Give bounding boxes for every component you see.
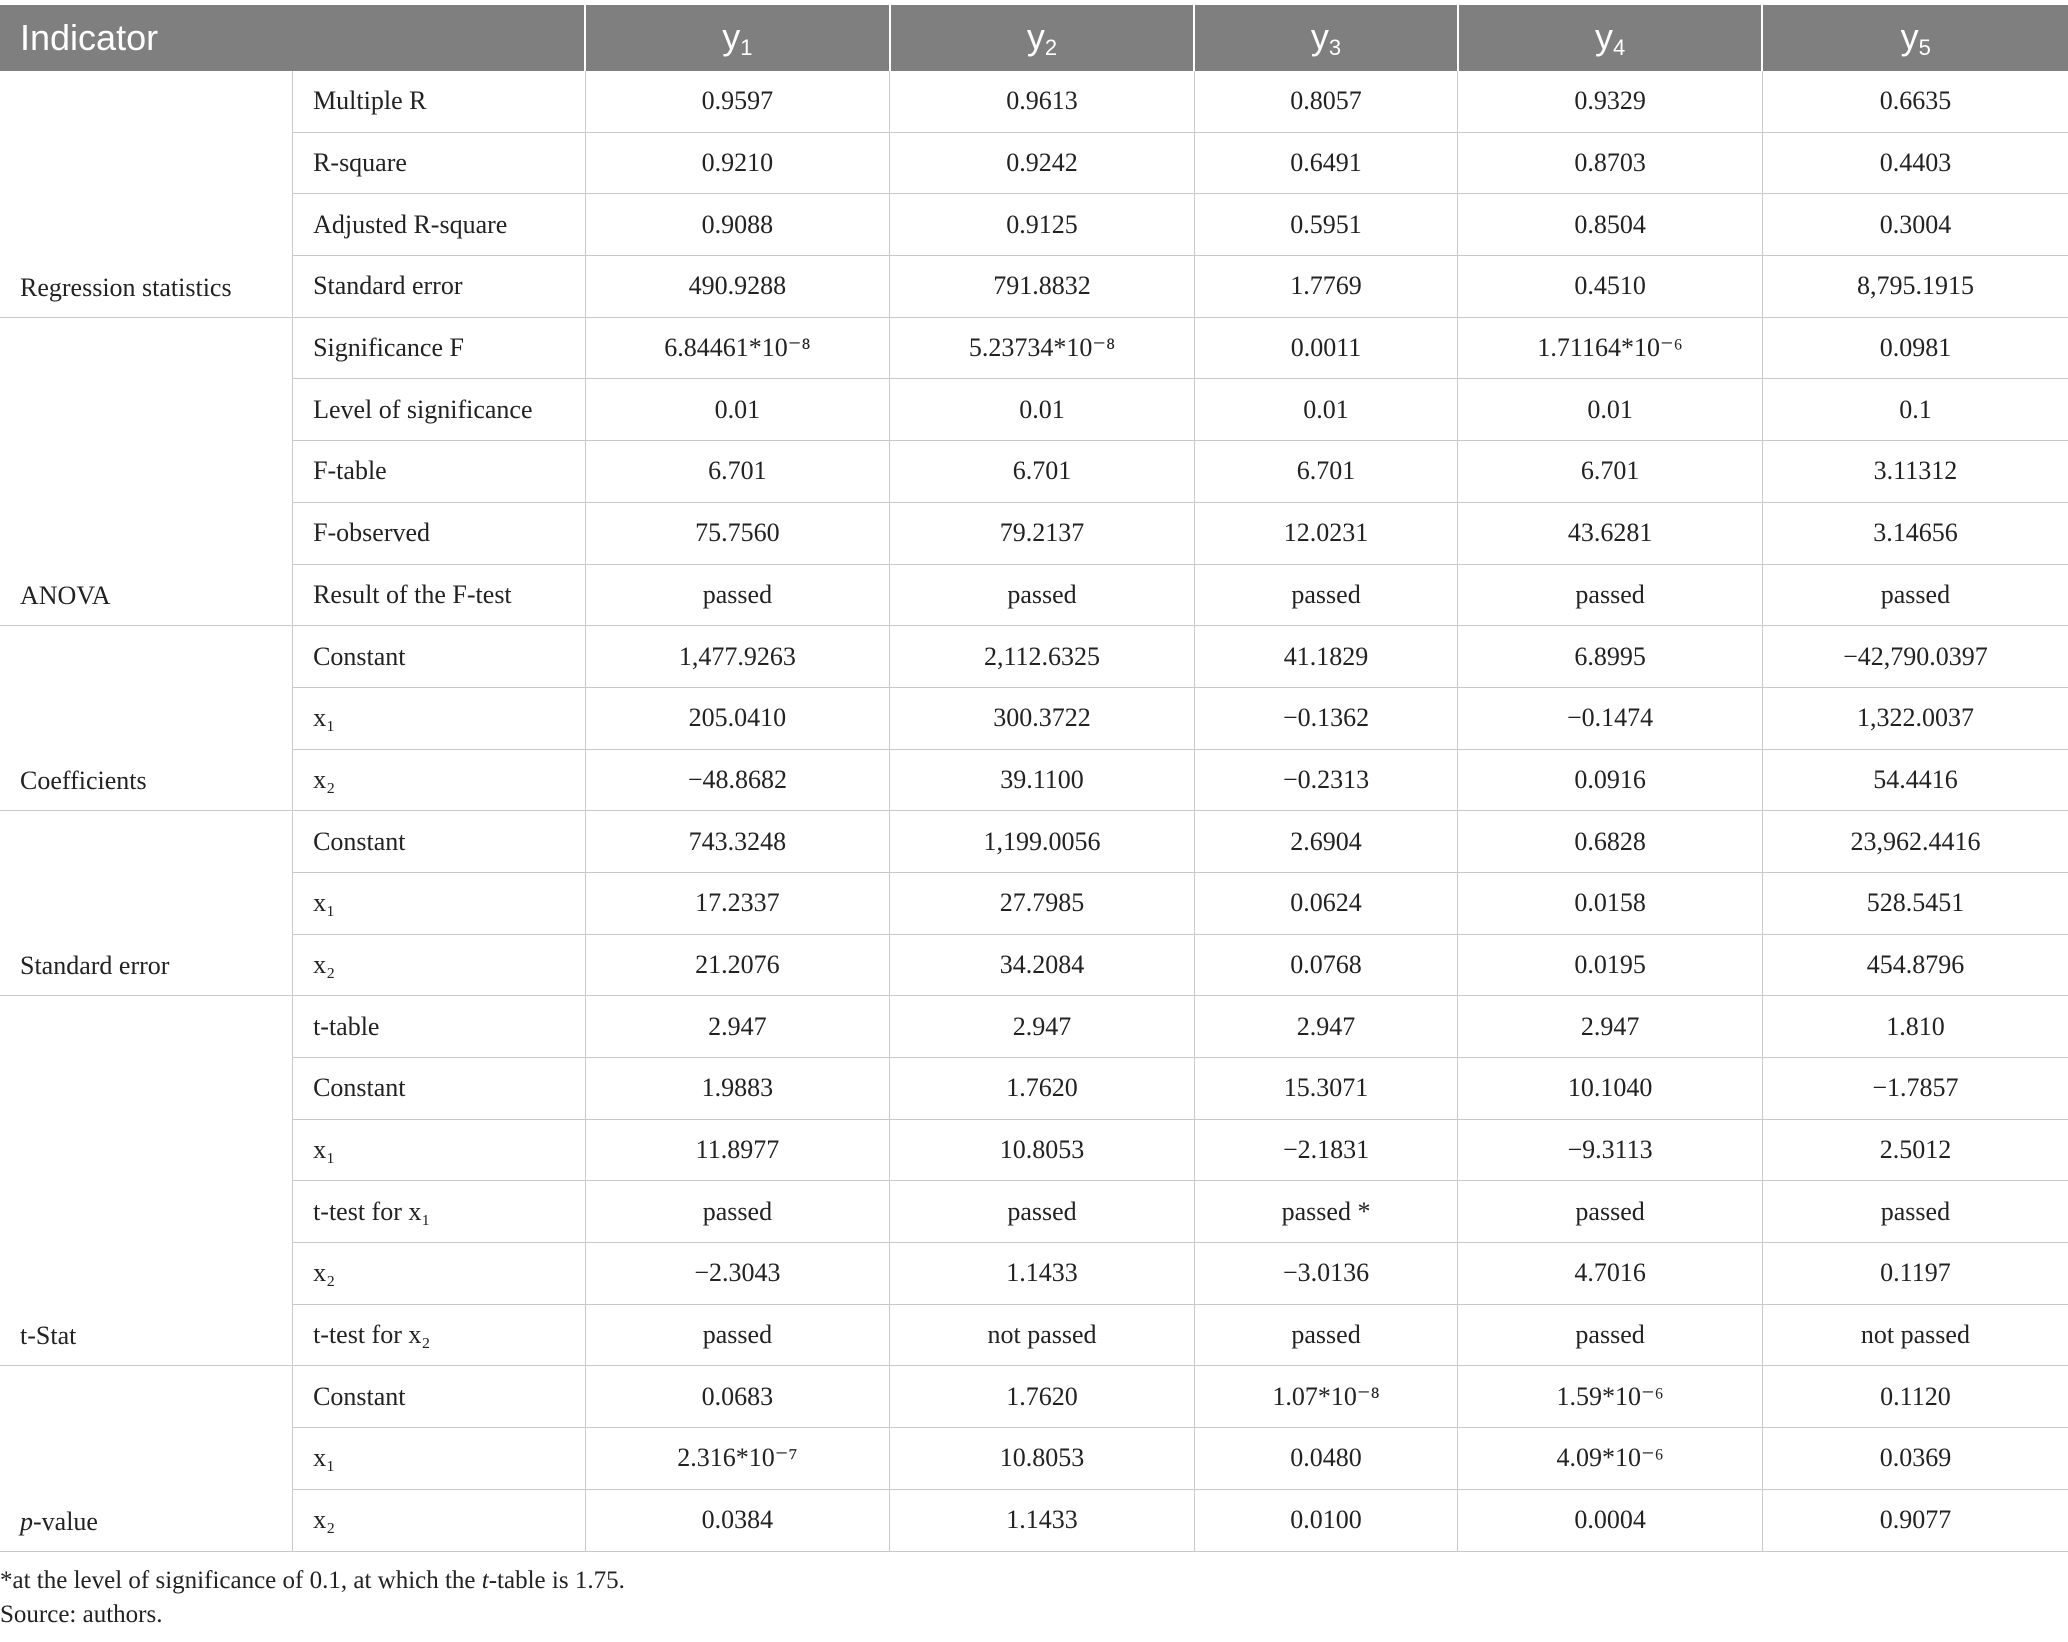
value-cell-y4: passed xyxy=(1458,1181,1763,1243)
value-cell-y1: 2.316*10⁻⁷ xyxy=(585,1428,890,1490)
value-cell-y3: 0.0100 xyxy=(1194,1489,1458,1551)
value-cell-y3: 15.3071 xyxy=(1194,1058,1458,1120)
value-cell-y1: passed xyxy=(585,1304,890,1366)
group-label: Coefficients xyxy=(0,626,293,811)
group-label: ANOVA xyxy=(0,317,293,625)
value-cell-y5: 0.1 xyxy=(1762,379,2068,441)
value-cell-y4: 2.947 xyxy=(1458,996,1763,1058)
row-label: x₂ xyxy=(293,749,586,811)
group-label: t-Stat xyxy=(0,996,293,1366)
value-cell-y2: 79.2137 xyxy=(890,502,1195,564)
value-cell-y2: 10.8053 xyxy=(890,1119,1195,1181)
value-cell-y1: 0.9210 xyxy=(585,132,890,194)
header-y4-base: y xyxy=(1594,15,1613,57)
value-cell-y2: passed xyxy=(890,564,1195,626)
table-row xyxy=(0,1428,2068,1490)
header-y3 xyxy=(1194,5,1458,71)
value-cell-y2: 1.1433 xyxy=(890,1243,1195,1305)
table-row xyxy=(0,1119,2068,1181)
table-row xyxy=(0,1304,2068,1366)
table-row xyxy=(0,502,2068,564)
value-cell-y5: 0.0369 xyxy=(1762,1428,2068,1490)
table-row xyxy=(0,441,2068,503)
table-header xyxy=(0,5,2068,71)
value-cell-y3: 0.5951 xyxy=(1194,194,1458,256)
value-cell-y2: 2.947 xyxy=(890,996,1195,1058)
row-label: F-table xyxy=(293,441,586,503)
value-cell-y1: 17.2337 xyxy=(585,872,890,934)
value-cell-y4: 1.59*10⁻⁶ xyxy=(1458,1366,1763,1428)
value-cell-y3: 0.0480 xyxy=(1194,1428,1458,1490)
header-y3-base: y xyxy=(1310,15,1329,57)
value-cell-y4: 0.0195 xyxy=(1458,934,1763,996)
table-row xyxy=(0,872,2068,934)
value-cell-y4: −0.1474 xyxy=(1458,687,1763,749)
group-label-rest: -value xyxy=(33,1506,98,1536)
value-cell-y2: 300.3722 xyxy=(890,687,1195,749)
value-cell-y4: 1.71164*10⁻⁶ xyxy=(1458,317,1763,379)
value-cell-y5: 528.5451 xyxy=(1762,872,2068,934)
value-cell-y2: 39.1100 xyxy=(890,749,1195,811)
value-cell-y5: not passed xyxy=(1762,1304,2068,1366)
value-cell-y1: 6.84461*10⁻⁸ xyxy=(585,317,890,379)
value-cell-y2: not passed xyxy=(890,1304,1195,1366)
value-cell-y1: 0.9088 xyxy=(585,194,890,256)
header-y5-sub: 5 xyxy=(1918,34,1931,60)
table-row xyxy=(0,1181,2068,1243)
row-label: Constant xyxy=(293,626,586,688)
table-row xyxy=(0,811,2068,873)
row-label: x₁ xyxy=(293,687,586,749)
value-cell-y4: 0.0004 xyxy=(1458,1489,1763,1551)
value-cell-y1: 743.3248 xyxy=(585,811,890,873)
row-label: F-observed xyxy=(293,502,586,564)
value-cell-y4: 0.8703 xyxy=(1458,132,1763,194)
value-cell-y4: 0.01 xyxy=(1458,379,1763,441)
table-row xyxy=(0,1489,2068,1551)
value-cell-y1: passed xyxy=(585,1181,890,1243)
row-label: Constant xyxy=(293,811,586,873)
value-cell-y1: −48.8682 xyxy=(585,749,890,811)
value-cell-y5: 23,962.4416 xyxy=(1762,811,2068,873)
value-cell-y4: 0.9329 xyxy=(1458,71,1763,132)
value-cell-y3: 1.07*10⁻⁸ xyxy=(1194,1366,1458,1428)
regression-results-table xyxy=(0,5,2068,1552)
table-row xyxy=(0,626,2068,688)
value-cell-y4: 4.7016 xyxy=(1458,1243,1763,1305)
table-row xyxy=(0,749,2068,811)
value-cell-y3: 12.0231 xyxy=(1194,502,1458,564)
value-cell-y5: 8,795.1915 xyxy=(1762,256,2068,318)
value-cell-y1: 6.701 xyxy=(585,441,890,503)
value-cell-y5: 3.14656 xyxy=(1762,502,2068,564)
row-label: R-square xyxy=(293,132,586,194)
row-label: Significance F xyxy=(293,317,586,379)
value-cell-y1: passed xyxy=(585,564,890,626)
source-note: Source: authors. xyxy=(0,1601,163,1628)
value-cell-y1: 0.0384 xyxy=(585,1489,890,1551)
value-cell-y3: 41.1829 xyxy=(1194,626,1458,688)
value-cell-y5: 0.0981 xyxy=(1762,317,2068,379)
value-cell-y4: 6.8995 xyxy=(1458,626,1763,688)
value-cell-y5: 3.11312 xyxy=(1762,441,2068,503)
value-cell-y1: 2.947 xyxy=(585,996,890,1058)
value-cell-y2: 1.1433 xyxy=(890,1489,1195,1551)
value-cell-y5: 1.810 xyxy=(1762,996,2068,1058)
value-cell-y4: 0.4510 xyxy=(1458,256,1763,318)
value-cell-y3: 0.6491 xyxy=(1194,132,1458,194)
row-label: x₂ xyxy=(293,1489,586,1551)
footnote-text-post: -table is 1.75. xyxy=(488,1567,625,1594)
value-cell-y4: 0.0158 xyxy=(1458,872,1763,934)
value-cell-y2: 1.7620 xyxy=(890,1366,1195,1428)
value-cell-y2: 27.7985 xyxy=(890,872,1195,934)
header-row xyxy=(0,5,2068,71)
header-y4-sub: 4 xyxy=(1612,34,1626,60)
value-cell-y4: 10.1040 xyxy=(1458,1058,1763,1120)
group-label: Standard error xyxy=(0,811,293,996)
value-cell-y3: 0.01 xyxy=(1194,379,1458,441)
row-label: x₁ xyxy=(293,1428,586,1490)
value-cell-y2: 1.7620 xyxy=(890,1058,1195,1120)
row-label: t-test for x₂ xyxy=(293,1304,586,1366)
value-cell-y4: passed xyxy=(1458,564,1763,626)
header-y2-base: y xyxy=(1026,15,1045,57)
value-cell-y3: 0.0768 xyxy=(1194,934,1458,996)
table-row xyxy=(0,1366,2068,1428)
row-label: Constant xyxy=(293,1366,586,1428)
value-cell-y3: 0.8057 xyxy=(1194,71,1458,132)
row-label: x₁ xyxy=(293,872,586,934)
row-label: Result of the F-test xyxy=(293,564,586,626)
value-cell-y3: −2.1831 xyxy=(1194,1119,1458,1181)
value-cell-y5: 2.5012 xyxy=(1762,1119,2068,1181)
significance-footnote xyxy=(0,1564,625,1598)
header-y2-sub: 2 xyxy=(1044,34,1058,60)
row-label: Multiple R xyxy=(293,71,586,132)
value-cell-y4: −9.3113 xyxy=(1458,1119,1763,1181)
value-cell-y3: 6.701 xyxy=(1194,441,1458,503)
value-cell-y5: −42,790.0397 xyxy=(1762,626,2068,688)
value-cell-y5: 0.4403 xyxy=(1762,132,2068,194)
value-cell-y4: 0.8504 xyxy=(1458,194,1763,256)
value-cell-y5: 0.9077 xyxy=(1762,1489,2068,1551)
value-cell-y2: 34.2084 xyxy=(890,934,1195,996)
value-cell-y1: 21.2076 xyxy=(585,934,890,996)
value-cell-y3: 0.0624 xyxy=(1194,872,1458,934)
value-cell-y2: 10.8053 xyxy=(890,1428,1195,1490)
table-body xyxy=(0,71,2068,1551)
value-cell-y4: 0.0916 xyxy=(1458,749,1763,811)
row-label: t-test for x₁ xyxy=(293,1181,586,1243)
value-cell-y1: 0.01 xyxy=(585,379,890,441)
table-row xyxy=(0,996,2068,1058)
row-label: t-table xyxy=(293,996,586,1058)
footnote-text-pre: *at the level of significance of 0.1, at which the xyxy=(0,1567,482,1594)
value-cell-y1: −2.3043 xyxy=(585,1243,890,1305)
value-cell-y4: 6.701 xyxy=(1458,441,1763,503)
value-cell-y2: passed xyxy=(890,1181,1195,1243)
value-cell-y5: −1.7857 xyxy=(1762,1058,2068,1120)
value-cell-y1: 0.0683 xyxy=(585,1366,890,1428)
row-label: x₁ xyxy=(293,1119,586,1181)
value-cell-y5: passed xyxy=(1762,564,2068,626)
table-row xyxy=(0,317,2068,379)
value-cell-y1: 1.9883 xyxy=(585,1058,890,1120)
value-cell-y2: 2,112.6325 xyxy=(890,626,1195,688)
table-row xyxy=(0,132,2068,194)
value-cell-y2: 0.01 xyxy=(890,379,1195,441)
value-cell-y1: 75.7560 xyxy=(585,502,890,564)
header-y2 xyxy=(890,5,1195,71)
value-cell-y4: passed xyxy=(1458,1304,1763,1366)
value-cell-y2: 0.9125 xyxy=(890,194,1195,256)
table-row xyxy=(0,71,2068,132)
table-row xyxy=(0,379,2068,441)
row-label: x₂ xyxy=(293,934,586,996)
group-label-italic: p xyxy=(20,1506,33,1536)
value-cell-y4: 43.6281 xyxy=(1458,502,1763,564)
value-cell-y3: passed * xyxy=(1194,1181,1458,1243)
value-cell-y2: 5.23734*10⁻⁸ xyxy=(890,317,1195,379)
regression-table-container xyxy=(0,5,2068,1552)
value-cell-y5: 0.1197 xyxy=(1762,1243,2068,1305)
value-cell-y1: 1,477.9263 xyxy=(585,626,890,688)
value-cell-y5: passed xyxy=(1762,1181,2068,1243)
row-label: x₂ xyxy=(293,1243,586,1305)
value-cell-y3: −0.1362 xyxy=(1194,687,1458,749)
header-y1-base: y xyxy=(722,15,741,57)
header-y5 xyxy=(1762,5,2068,71)
value-cell-y3: −0.2313 xyxy=(1194,749,1458,811)
table-row xyxy=(0,564,2068,626)
value-cell-y5: 0.6635 xyxy=(1762,71,2068,132)
row-label: Standard error xyxy=(293,256,586,318)
table-row xyxy=(0,194,2068,256)
header-y1-sub: 1 xyxy=(740,34,753,60)
header-y3-sub: 3 xyxy=(1328,34,1342,60)
header-y4 xyxy=(1458,5,1763,71)
group-label xyxy=(0,1366,293,1551)
value-cell-y5: 454.8796 xyxy=(1762,934,2068,996)
value-cell-y2: 0.9242 xyxy=(890,132,1195,194)
header-y1 xyxy=(585,5,890,71)
value-cell-y1: 11.8977 xyxy=(585,1119,890,1181)
value-cell-y3: 0.0011 xyxy=(1194,317,1458,379)
value-cell-y3: passed xyxy=(1194,1304,1458,1366)
value-cell-y4: 4.09*10⁻⁶ xyxy=(1458,1428,1763,1490)
value-cell-y1: 0.9597 xyxy=(585,71,890,132)
value-cell-y3: 2.947 xyxy=(1194,996,1458,1058)
table-row xyxy=(0,256,2068,318)
value-cell-y5: 0.1120 xyxy=(1762,1366,2068,1428)
row-label: Constant xyxy=(293,1058,586,1120)
table-row xyxy=(0,687,2068,749)
header-indicator: Indicator xyxy=(0,5,585,71)
table-row xyxy=(0,1243,2068,1305)
value-cell-y3: 2.6904 xyxy=(1194,811,1458,873)
value-cell-y3: −3.0136 xyxy=(1194,1243,1458,1305)
value-cell-y2: 0.9613 xyxy=(890,71,1195,132)
value-cell-y4: 0.6828 xyxy=(1458,811,1763,873)
value-cell-y5: 54.4416 xyxy=(1762,749,2068,811)
group-label: Regression statistics xyxy=(0,71,293,317)
value-cell-y5: 1,322.0037 xyxy=(1762,687,2068,749)
value-cell-y1: 490.9288 xyxy=(585,256,890,318)
table-row xyxy=(0,1058,2068,1120)
row-label: Adjusted R-square xyxy=(293,194,586,256)
value-cell-y1: 205.0410 xyxy=(585,687,890,749)
footnote-text-italic: t xyxy=(481,1567,489,1594)
row-label: Level of significance xyxy=(293,379,586,441)
value-cell-y3: passed xyxy=(1194,564,1458,626)
value-cell-y5: 0.3004 xyxy=(1762,194,2068,256)
table-row xyxy=(0,934,2068,996)
value-cell-y2: 1,199.0056 xyxy=(890,811,1195,873)
value-cell-y2: 791.8832 xyxy=(890,256,1195,318)
header-y5-base: y xyxy=(1900,15,1919,57)
value-cell-y2: 6.701 xyxy=(890,441,1195,503)
value-cell-y3: 1.7769 xyxy=(1194,256,1458,318)
footnotes xyxy=(0,1564,625,1632)
